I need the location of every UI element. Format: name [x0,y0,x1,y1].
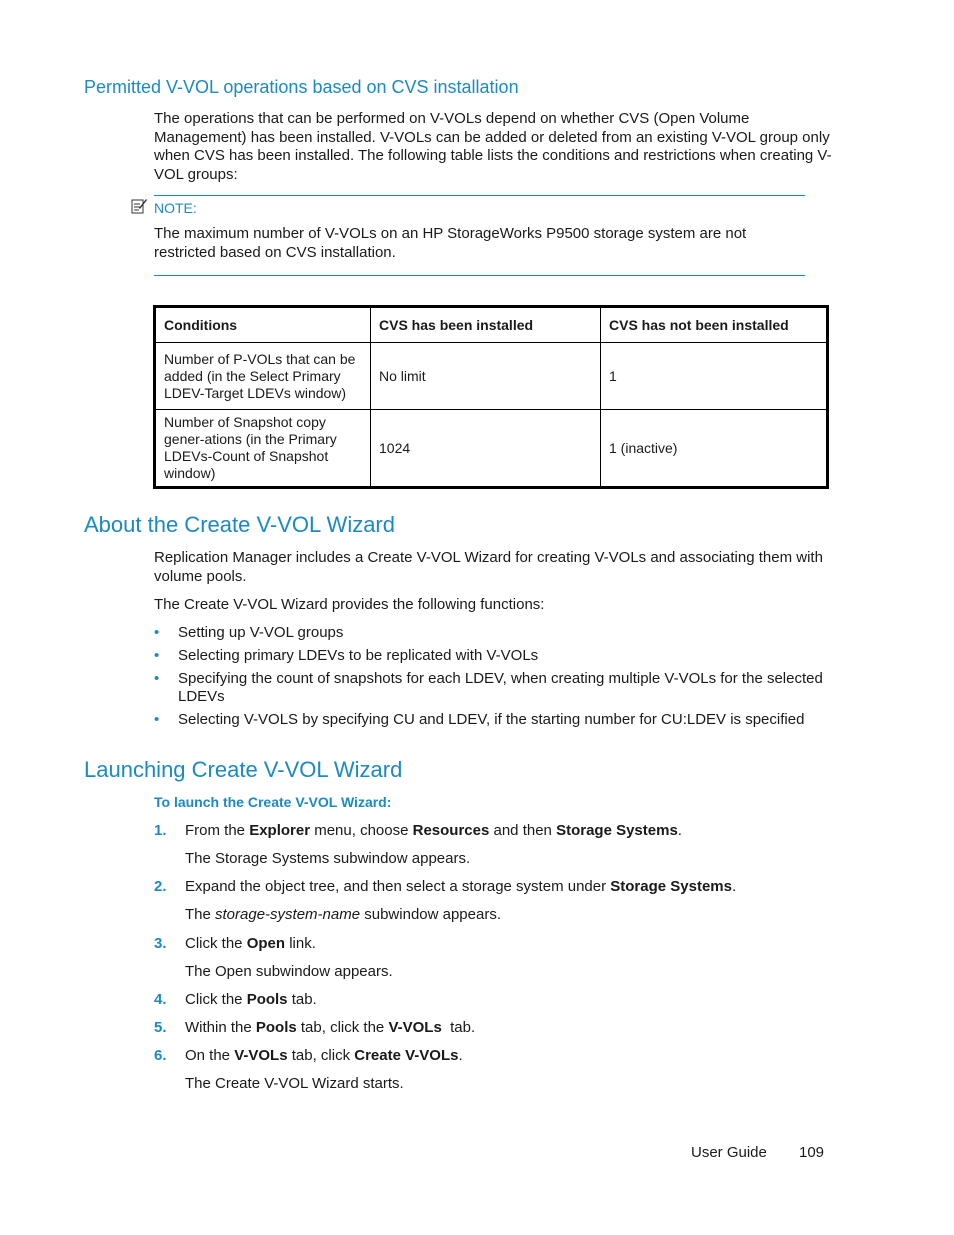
step-text: From the Explorer menu, choose Resources and then Storage Systems. [185,822,682,839]
section-heading-permitted-operations: Permitted V-VOL operations based on CVS installation [84,77,519,97]
table-cell: 1 (inactive) [601,410,828,488]
table-cell: Number of P-VOLs that can be added (in the Select Primary LDEV-Target LDEVs window) [155,343,371,410]
step-text: Expand the object tree, and then select a storage system under Storage Systems. [185,878,737,895]
step-text: Click the Open link. [185,935,316,952]
bullet-icon: • [154,670,160,687]
table-cell: Number of Snapshot copy gener-ations (in the Primary LDEVs-Count of Snapshot window) [155,410,371,488]
page-number: 109 [799,1144,825,1161]
note-top-rule [154,195,805,196]
step-result: The Open subwindow appears. [185,963,393,980]
step-text: Within the Pools tab, click the V-VOLs tab. [185,1019,476,1036]
procedure-title: To launch the Create V-VOL Wizard: [154,794,392,810]
list-item: • Selecting V-VOLS by specifying CU and LDEV, if the starting number for CU:LDEV is specified [154,711,805,728]
note-bottom-rule [154,275,805,276]
step-number: 2. [154,878,167,895]
step-result: The storage-system-name subwindow appears. [185,906,501,923]
step-number: 6. [154,1047,167,1064]
bullet-icon: • [154,624,160,641]
note-text: The maximum number of V-VOLs on an HP StorageWorks P9500 storage system are not restricted based on CVS installation. [154,225,747,261]
table-row [155,410,828,488]
table-header-row [155,307,828,343]
section-heading-launching-wizard: Launching Create V-VOL Wizard [84,757,403,782]
list-item: • Specifying the count of snapshots for each LDEV, when creating multiple V-VOLs for the selected LDEVs [154,670,823,705]
functions-list [154,624,834,729]
table-cell: 1024 [371,410,601,488]
step-result: The Storage Systems subwindow appears. [185,850,471,867]
list-item: • Setting up V-VOL groups [154,624,344,641]
table-header-cell: CVS has been installed [371,307,601,343]
table-header-cell: Conditions [155,307,371,343]
section-heading-about-wizard: About the Create V-VOL Wizard [84,512,395,537]
about-paragraph-2: The Create V-VOL Wizard provides the following functions: [154,596,545,613]
table-cell: No limit [371,343,601,410]
table-header-cell: CVS has not been installed [601,307,828,343]
step-result: The Create V-VOL Wizard starts. [185,1075,404,1092]
bullet-icon: • [154,711,160,728]
step-number: 4. [154,991,167,1008]
footer-label: User Guide [691,1144,767,1161]
note-icon [131,198,147,214]
table-row [155,343,828,410]
step-text: Click the Pools tab. [185,991,317,1008]
step-number: 5. [154,1019,167,1036]
bullet-icon: • [154,647,160,664]
cvs-conditions-table [153,305,829,489]
step-text: On the V-VOLs tab, click Create V-VOLs. [185,1047,463,1064]
section-intro-paragraph: The operations that can be performed on V-VOLs depend on whether CVS (Open Volume Management) has been installed. V-VOLs can be added or deleted from an existing V-VOL group only when CVS has been installed. The following table lists the conditions and restrictions when creating V-VOL groups: [154,110,832,183]
step-number: 1. [154,822,167,839]
list-item: • Selecting primary LDEVs to be replicated with V-VOLs [154,647,539,664]
step-number: 3. [154,935,167,952]
note-label: NOTE: [154,200,197,216]
table-cell: 1 [601,343,828,410]
about-paragraph-1: Replication Manager includes a Create V-VOL Wizard for creating V-VOLs and associating them with volume pools. [154,549,823,585]
